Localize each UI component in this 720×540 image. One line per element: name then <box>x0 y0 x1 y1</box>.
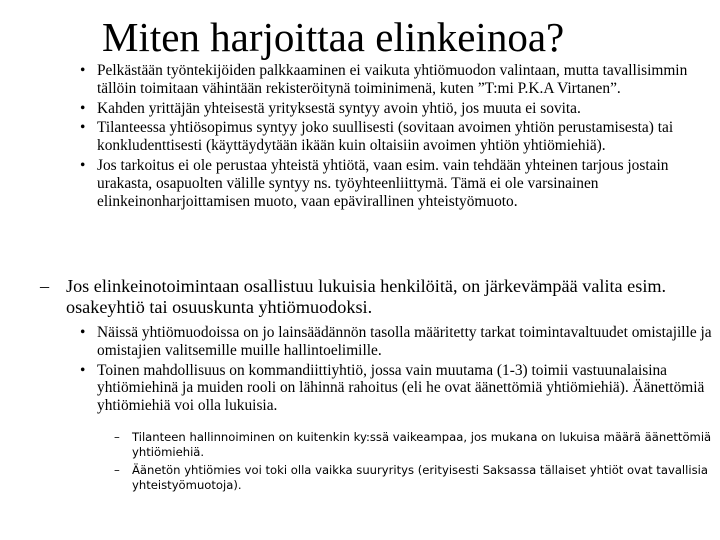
dash-list-sub <box>114 430 716 496</box>
list-item <box>80 62 716 98</box>
slide-title: Miten harjoittaa elinkeinoa? <box>102 14 565 60</box>
list-item <box>80 324 716 360</box>
list-item-text: Toinen mahdollisuus on kommandiittiyhtiö, jossa vain muutama (1-3) toimii vastuunalaisina yhtiömiehinä ja muiden rooli on lähinnä rahoitus (eli he ovat äänettömiä yhtiömiehiä). Äänettömiä yhtiömiehiä voi olla lukuisia. <box>97 361 705 415</box>
bullet-marker: • <box>80 324 86 341</box>
bullet-list-secondary <box>80 324 716 417</box>
list-item-text: Kahden yrittäjän yhteisestä yrityksestä syntyy avoin yhtiö, jos muuta ei sovita. <box>97 99 581 117</box>
dash-marker: – <box>114 463 120 477</box>
list-item <box>80 157 716 210</box>
list-item-text: Pelkästään työntekijöiden palkkaaminen ei vaikuta yhtiömuodon valintaan, mutta tavallisimmin tällöin toimitaan vähintään rekisteröitynä toiminimenä, kuten ”T:mi P.K.A Virtanen”. <box>97 62 688 97</box>
list-item <box>80 362 716 415</box>
list-item-text: Äänetön yhtiömies voi toki olla vaikka suuryritys (erityisesti Saksassa tällaiset yhtiöt ovat tavallisia yhteistyömuotoja). <box>132 463 708 492</box>
dash-marker: – <box>114 430 120 444</box>
bullet-marker: • <box>80 62 86 79</box>
list-item-text: Jos tarkoitus ei ole perustaa yhteistä yhtiötä, vaan esim. vain tehdään yhteinen tarjous jostain urakasta, osapuolten välille syntyy ns. työyhteenliittymä. Tämä ei ole varsinainen elinkeinonharjoittamisen muoto, vaan epävirallinen yhteistyömuoto. <box>97 156 669 210</box>
list-item <box>40 276 716 317</box>
list-item-text: Näissä yhtiömuodoissa on jo lainsäädännön tasolla määritetty tarkat toimintavaltuudet omistajille ja omistajien valitsemille muille hallintoelimille. <box>97 324 712 359</box>
list-item <box>114 463 716 493</box>
list-item-text: Tilanteen hallinnoiminen on kuitenkin ky:ssä vaikeampaa, jos mukana on lukuisa määrä äänettömiä yhtiömiehiä. <box>132 430 712 459</box>
list-item <box>80 100 716 118</box>
bullet-marker: • <box>80 156 86 174</box>
bullet-marker: • <box>80 99 86 117</box>
dash-list-main <box>40 276 716 317</box>
list-item-text: Tilanteessa yhtiösopimus syntyy joko suullisesti (sovitaan avoimen yhtiön perustamisesta) tai konkludenttisesti (käyttäydytään ikään kuin oltaisiin avoimen yhtiön yhtiömiehiä). <box>97 119 674 155</box>
list-item <box>80 119 716 155</box>
bullet-marker: • <box>80 119 86 137</box>
dash-marker: – <box>40 276 50 296</box>
list-item-text: Jos elinkeinotoimintaan osallistuu lukuisia henkilöitä, on järkevämpää valita esim. osakeyhtiö tai osuuskunta yhtiömuodoksi. <box>66 276 667 317</box>
bullet-marker: • <box>80 361 86 379</box>
list-item <box>114 430 716 460</box>
bullet-list-primary <box>80 62 716 212</box>
